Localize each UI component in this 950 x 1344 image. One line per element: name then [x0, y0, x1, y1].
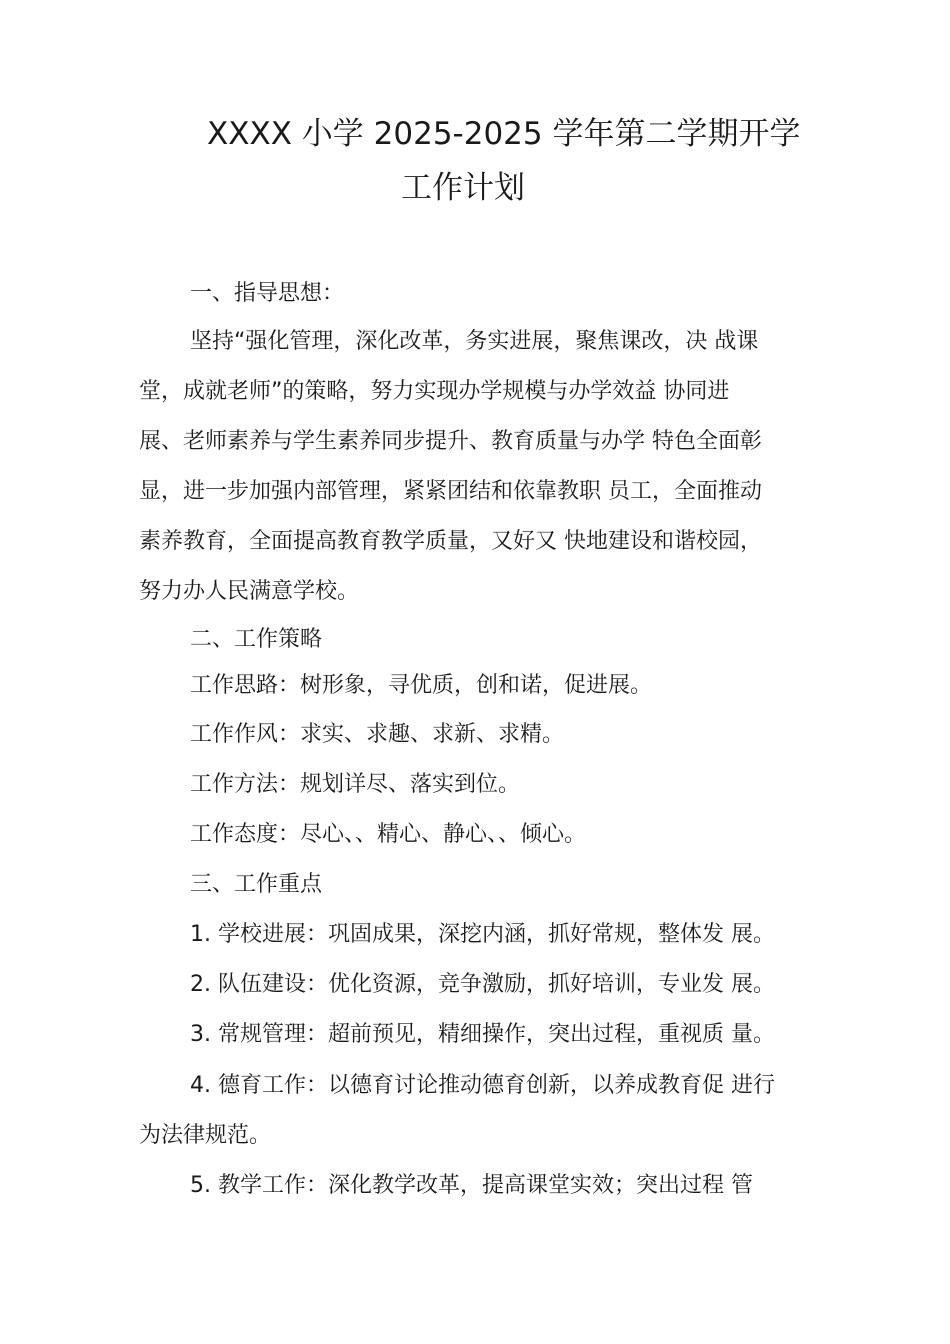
section-1-paragraph-line: 努力办人民满意学校。: [139, 579, 360, 604]
section-3-item: 3. 常规管理：超前预见，精细操作，突出过程，重视质 量。: [190, 1022, 775, 1047]
section-1-paragraph-line: 坚持“强化管理，深化改革，务实进展，聚焦课改，决 战课: [190, 329, 759, 354]
section-3-item: 4. 德育工作：以德育讨论推动德育创新，以养成教育促 进行: [190, 1073, 775, 1098]
section-3-heading: 三、工作重点: [190, 872, 323, 897]
section-1-paragraph-line: 展、老师素养与学生素养同步提升、教育质量与办学 特色全面彰: [139, 429, 762, 454]
section-2-item: 工作态度：尽心、、精心、静心、、倾心。: [190, 822, 587, 847]
section-3-item: 1. 学校进展：巩固成果，深挖内涵，抓好常规，整体发 展。: [190, 922, 775, 947]
section-1-paragraph-line: 素养教育，全面提高教育教学质量，又好又 快地建设和谐校园，: [139, 529, 762, 554]
section-3-item: 5. 教学工作：深化教学改革，提高课堂实效；突出过程 管: [190, 1173, 753, 1198]
section-2-item: 工作思路：树形象，寻优质，创和诺，促进展。: [190, 673, 653, 698]
section-1-paragraph-line: 显，进一步加强内部管理，紧紧团结和依靠教职 员工，全面推动: [139, 479, 762, 504]
section-3-item: 2. 队伍建设：优化资源，竞争激励，抓好培训，专业发 展。: [190, 972, 775, 997]
section-1-paragraph-line: 堂，成就老师”的策略，努力实现办学规模与办学效益 协同进: [139, 379, 730, 404]
document-title-line-1: XXXX 小学 2025-2025 学年第二学期开学: [207, 116, 801, 152]
section-3-item-continuation: 为法律规范。: [139, 1123, 272, 1148]
section-2-item: 工作作风：求实、求趣、求新、求精。: [190, 722, 565, 747]
section-1-heading: 一、指导思想：: [190, 281, 345, 306]
section-2-item: 工作方法：规划详尽、落实到位。: [190, 772, 521, 797]
section-2-heading: 二、工作策略: [190, 627, 323, 652]
document-title-line-2: 工作计划: [401, 170, 525, 206]
